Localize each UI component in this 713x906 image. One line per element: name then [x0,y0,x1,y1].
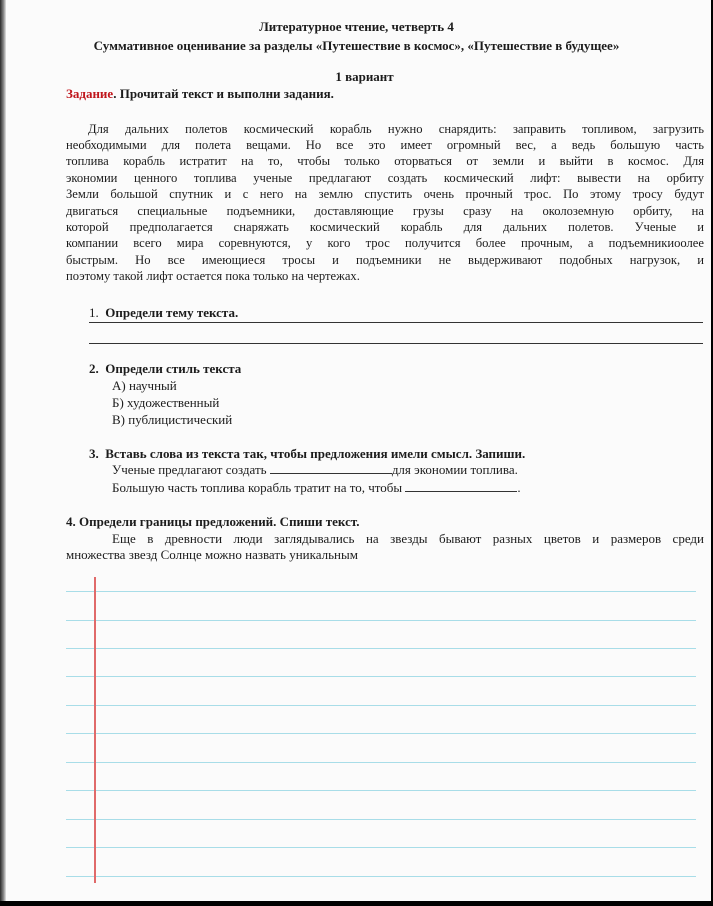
variant-label: 1 вариант [335,69,394,84]
ruled-line [66,847,696,848]
question-4-text-line: множества звезд Солнце можно назвать уникальным [66,547,358,562]
ruled-line [66,591,696,592]
passage-line: топлива корабль истратит на то, чтобы только оторваться от земли и выйти в космос. Для [66,154,704,168]
question-3-sentence-1: Ученые предлагают создать для экономии топлива. [112,462,518,477]
page-edge-shadow [0,0,6,901]
question-1-text: Определи тему текста. [105,305,239,320]
bottom-bar [0,901,713,906]
passage-line: необходимыми для полета вещами. Но все это имеет огромный вес, а ведь большую часть [66,138,704,152]
margin-line [94,577,96,883]
ruled-line [66,733,696,734]
answer-line-2[interactable] [89,343,703,344]
question-3-sentence-2: Большую часть топлива корабль тратит на то, чтобы . [112,480,521,495]
ruled-line [66,762,696,763]
ruled-line [66,705,696,706]
question-4: 4. Определи границы предложений. Спиши текст. [66,514,360,529]
ruled-line [66,819,696,820]
task-heading [66,86,334,102]
question-2-text: Определи стиль текста [105,361,242,376]
task-label: Задание [66,86,114,101]
question-1 [89,305,238,321]
answer-line-1[interactable] [89,322,703,323]
option-c: В) публицистический [112,412,233,427]
question-2 [89,361,241,377]
ruled-line [66,876,696,877]
passage-line: быстрым. Но все имеющиеся тросы и подъемники не выдерживают подобных нагрузок, и [66,253,704,267]
passage-line: поэтому такой лифт остается пока только на чертежах. [66,269,360,283]
worksheet-title: Литературное чтение, четверть 4 [259,19,454,34]
passage-line: которой предполагается снаряжать космический корабль для дальних полетов. Ученые и [66,220,704,234]
ruled-line [66,790,696,791]
passage-line: двигаться специальные подъемники, доставляющие грузы сразу на околоземную орбиту, на [66,204,704,218]
passage-line: экономии ценного топлива ученые предлагают создать космический лифт: вывести на орбиту [66,171,704,185]
question-3 [89,446,525,462]
task-text: . Прочитай текст и выполни задания. [113,86,334,101]
passage-line: Земли большой спутник и с него на землю спустить очень прочный трос. По этому тросу будут [66,187,704,201]
option-b: Б) художественный [112,395,220,410]
question-2-number: 2. [89,361,99,376]
fill-blank-2[interactable] [405,481,517,492]
question-3-number: 3. [89,446,99,461]
worksheet-subtitle: Суммативное оценивание за разделы «Путешествие в космос», «Путешествие в будущее» [93,38,620,53]
ruled-line [66,676,696,677]
passage-line: компании всего мира соревнуются, у кого трос получится более прочным, а подъемникиоолее [66,236,704,250]
fill-blank-1[interactable] [270,463,392,474]
question-1-number: 1. [89,305,99,320]
ruled-line [66,620,696,621]
question-3-text: Вставь слова из текста так, чтобы предложения имели смысл. Запиши. [105,446,526,461]
question-4-text-line: Еще в древности люди заглядывались на звезды бывают разных цветов и размеров среди [112,531,704,546]
option-a: А) научный [112,378,177,393]
ruled-line [66,648,696,649]
passage-line: Для дальних полетов космический корабль нужно снарядить: заправить топливом, загрузить [88,122,704,136]
